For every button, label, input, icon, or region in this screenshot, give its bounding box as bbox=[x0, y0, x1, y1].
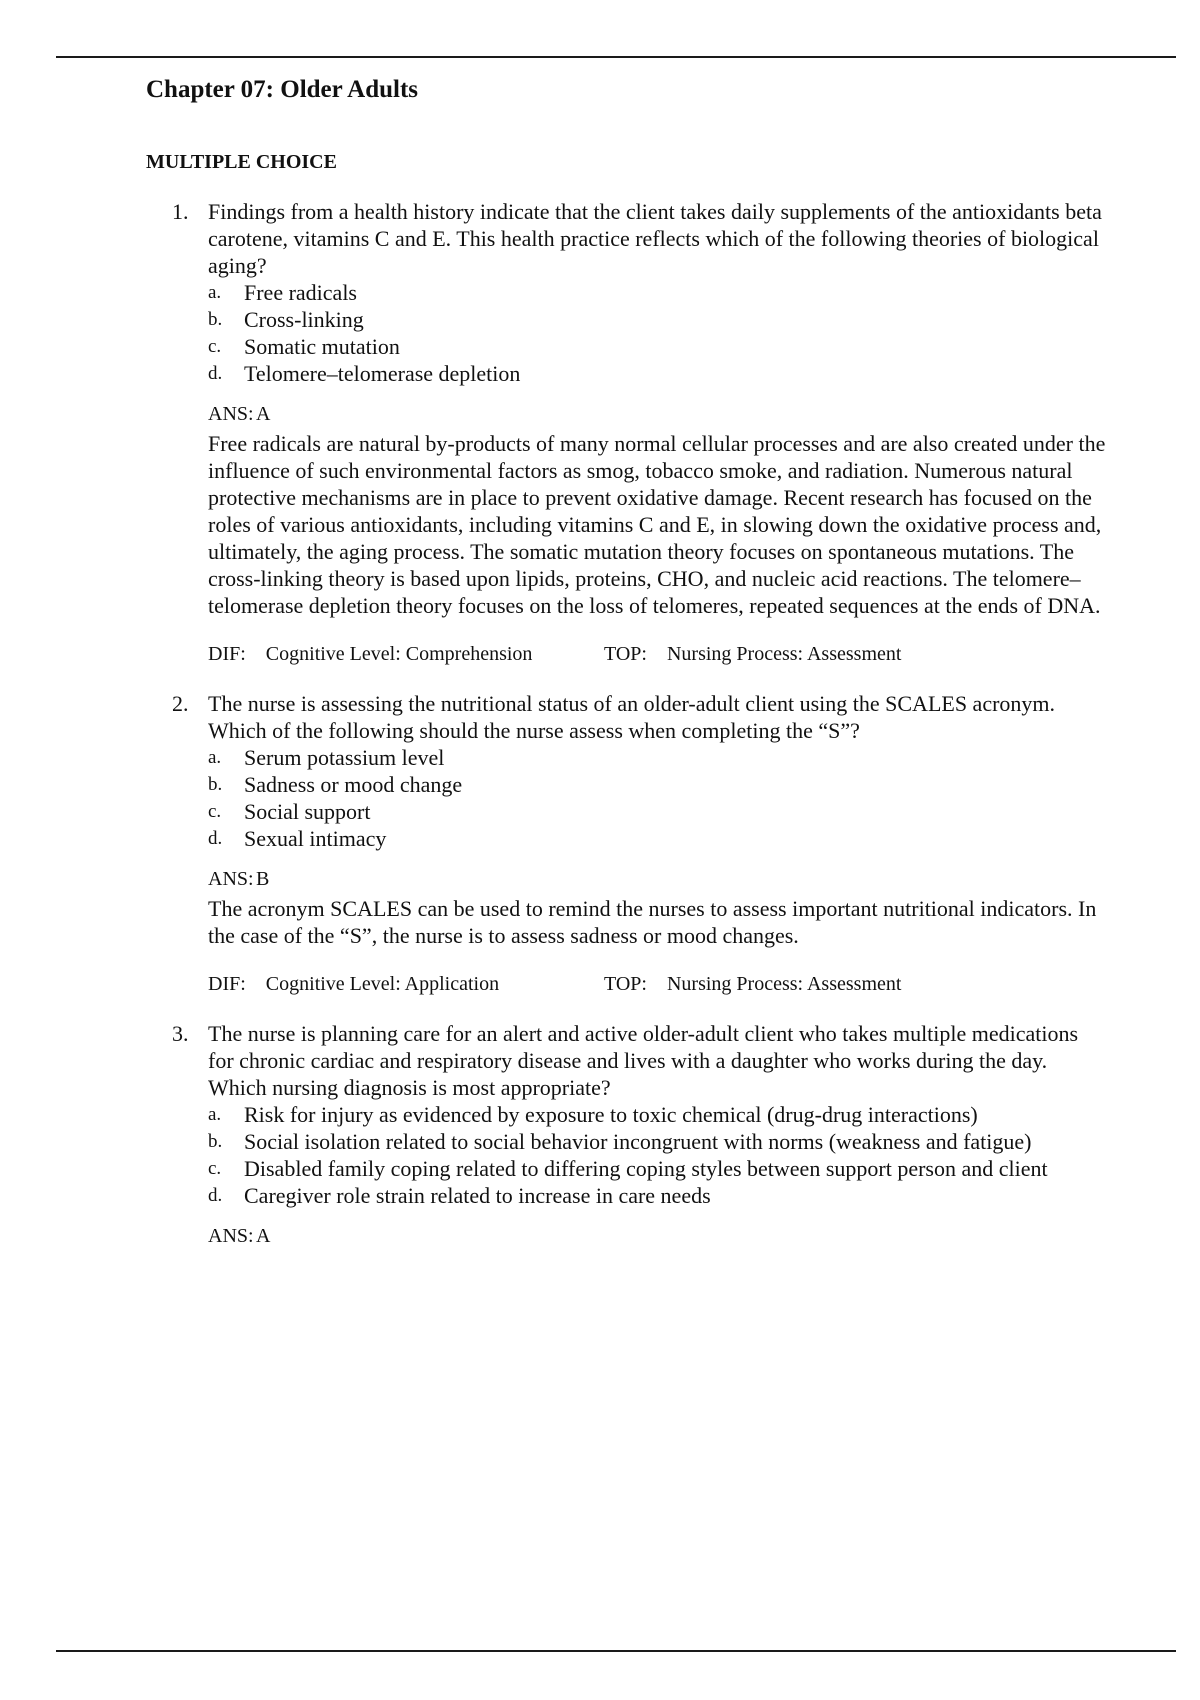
option-text: Social isolation related to social behavior incongruent with norms (weakness and fatigue) bbox=[244, 1129, 1032, 1154]
option-letter: b. bbox=[208, 1131, 223, 1152]
option-text: Sexual intimacy bbox=[244, 826, 387, 851]
option-d bbox=[208, 360, 1106, 387]
option-a bbox=[208, 279, 1106, 306]
option-letter: c. bbox=[208, 336, 222, 357]
option-letter: c. bbox=[208, 801, 222, 822]
answer-label: ANS: bbox=[208, 868, 254, 890]
option-letter: d. bbox=[208, 1185, 223, 1206]
option-list bbox=[208, 279, 1106, 387]
topic bbox=[604, 971, 901, 998]
question-number: 1. bbox=[172, 199, 189, 224]
answer-value: B bbox=[256, 868, 270, 890]
option-list bbox=[208, 1101, 1106, 1209]
option-text: Risk for injury as evidenced by exposure to toxic chemical (drug-drug interactions) bbox=[244, 1102, 978, 1127]
topic bbox=[604, 641, 901, 668]
dif-value: Cognitive Level: Application bbox=[265, 973, 500, 995]
top-value: Nursing Process: Assessment bbox=[666, 973, 902, 995]
option-text: Serum potassium level bbox=[244, 745, 445, 770]
answer-line bbox=[208, 401, 1106, 428]
option-b bbox=[208, 771, 1106, 798]
question-1 bbox=[146, 198, 1106, 668]
option-text: Telomere–telomerase depletion bbox=[244, 361, 521, 386]
question-meta bbox=[208, 971, 1106, 998]
option-letter: d. bbox=[208, 828, 223, 849]
question-stem: The nurse is assessing the nutritional status of an older-adult client using the SCALES acronym. Which of the following should the nurse assess when completing the “S”? bbox=[208, 691, 1056, 743]
option-text: Cross-linking bbox=[244, 307, 364, 332]
answer-line bbox=[208, 866, 1106, 893]
difficulty bbox=[208, 641, 604, 668]
option-a bbox=[208, 744, 1106, 771]
question-stem: The nurse is planning care for an alert and active older-adult client who takes multiple medications for chronic cardiac and respiratory disease and lives with a daughter who works during the day. Which nursing diagnosis is most appropriate? bbox=[208, 1021, 1079, 1100]
option-letter: b. bbox=[208, 309, 223, 330]
option-b bbox=[208, 306, 1106, 333]
dif-label: DIF: bbox=[208, 643, 246, 665]
option-letter: a. bbox=[208, 282, 222, 303]
dif-label: DIF: bbox=[208, 973, 246, 995]
top-label: TOP: bbox=[604, 973, 647, 995]
option-list bbox=[208, 744, 1106, 852]
option-d bbox=[208, 1182, 1106, 1209]
top-label: TOP: bbox=[604, 643, 647, 665]
option-b bbox=[208, 1128, 1106, 1155]
document-page bbox=[146, 70, 1106, 1250]
option-c bbox=[208, 333, 1106, 360]
chapter-title: Chapter 07: Older Adults bbox=[146, 76, 419, 103]
option-text: Somatic mutation bbox=[244, 334, 400, 359]
option-c bbox=[208, 798, 1106, 825]
option-text: Caregiver role strain related to increase in care needs bbox=[244, 1183, 711, 1208]
answer-label: ANS: bbox=[208, 1225, 254, 1247]
dif-value: Cognitive Level: Comprehension bbox=[265, 643, 533, 665]
bottom-rule bbox=[56, 1650, 1176, 1652]
question-stem: Findings from a health history indicate that the client takes daily supplements of the antioxidants beta carotene, vitamins C and E. This health practice reflects which of the following theories of biological aging? bbox=[208, 199, 1102, 278]
top-rule bbox=[56, 56, 1176, 58]
option-letter: c. bbox=[208, 1158, 222, 1179]
option-text: Disabled family coping related to differing coping styles between support person and client bbox=[244, 1156, 1048, 1181]
question-meta bbox=[208, 641, 1106, 668]
answer-line bbox=[208, 1223, 1106, 1250]
option-text: Sadness or mood change bbox=[244, 772, 463, 797]
option-letter: b. bbox=[208, 774, 223, 795]
answer-rationale: Free radicals are natural by-products of many normal cellular processes and are also created under the influence of such environmental factors as smog, tobacco smoke, and radiation. Numerous natural protective mechanisms are in place to prevent oxidative damage. Recent research has focused on the roles of various antioxidants, including vitamins C and E, in slowing down the oxidative process and, ultimately, the aging process. The somatic mutation theory focuses on spontaneous mutations. The cross-linking theory is based upon lipids, proteins, CHO, and nucleic acid reactions. The telomere–telomerase depletion theory focuses on the loss of telomeres, repeated sequences at the ends of DNA. bbox=[208, 431, 1106, 618]
option-c bbox=[208, 1155, 1106, 1182]
question-number: 3. bbox=[172, 1021, 189, 1046]
option-d bbox=[208, 825, 1106, 852]
difficulty bbox=[208, 971, 604, 998]
question-2 bbox=[146, 690, 1106, 998]
answer-label: ANS: bbox=[208, 403, 254, 425]
option-letter: a. bbox=[208, 1104, 222, 1125]
option-letter: a. bbox=[208, 747, 222, 768]
option-a bbox=[208, 1101, 1106, 1128]
top-value: Nursing Process: Assessment bbox=[666, 643, 902, 665]
section-title: MULTIPLE CHOICE bbox=[146, 151, 337, 173]
option-letter: d. bbox=[208, 363, 223, 384]
question-number: 2. bbox=[172, 691, 189, 716]
option-text: Social support bbox=[244, 799, 371, 824]
option-text: Free radicals bbox=[244, 280, 357, 305]
answer-value: A bbox=[256, 403, 271, 425]
answer-value: A bbox=[256, 1225, 271, 1247]
question-3 bbox=[146, 1020, 1106, 1250]
answer-rationale: The acronym SCALES can be used to remind the nurses to assess important nutritional indicators. In the case of the “S”, the nurse is to assess sadness or mood changes. bbox=[208, 896, 1097, 948]
